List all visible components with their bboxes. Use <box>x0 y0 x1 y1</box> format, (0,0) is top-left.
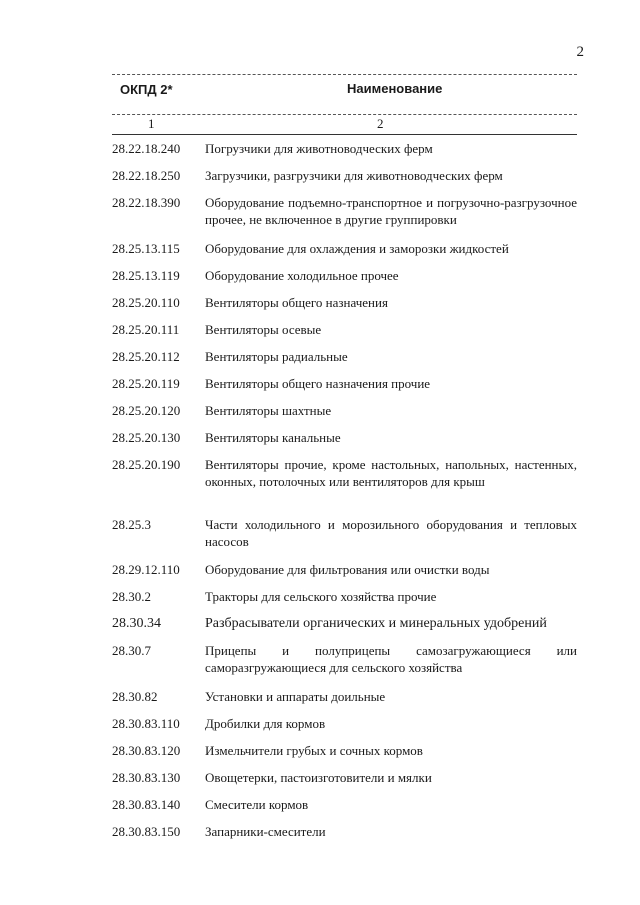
table-row <box>112 561 577 578</box>
table-row <box>112 294 577 311</box>
row-name: Оборудование холодильное прочее <box>205 268 399 283</box>
row-code: 28.25.13.115 <box>112 241 180 256</box>
table-row <box>112 715 577 732</box>
table-row <box>112 402 577 419</box>
row-code: 28.25.20.119 <box>112 376 180 391</box>
row-code: 28.25.20.120 <box>112 403 181 418</box>
row-code: 28.22.18.240 <box>112 141 181 156</box>
row-code: 28.30.83.140 <box>112 797 181 812</box>
row-name: Вентиляторы осевые <box>205 322 322 337</box>
row-name: Запарники-смесители <box>205 824 326 839</box>
table-row <box>112 140 577 157</box>
row-code: 28.30.34 <box>112 616 161 631</box>
row-code: 28.25.20.190 <box>112 457 181 472</box>
row-name: Оборудование для охлаждения и заморозки жидкостей <box>205 241 509 256</box>
row-name: Вентиляторы прочие, кроме настольных, напольных, настенных, оконных, потолочных или вентиляторов для крыш <box>205 457 577 489</box>
row-name: Погрузчики для животноводческих ферм <box>205 141 433 156</box>
table-row <box>112 321 577 338</box>
table-row <box>112 588 577 605</box>
table-row <box>112 615 577 632</box>
row-code: 28.25.13.119 <box>112 268 180 283</box>
row-name: Загрузчики, разгрузчики для животноводческих ферм <box>205 168 503 183</box>
row-code: 28.30.83.120 <box>112 743 181 758</box>
row-code: 28.25.3 <box>112 517 151 532</box>
page-number: 2 <box>576 44 584 60</box>
row-name: Вентиляторы общего назначения прочие <box>205 376 431 391</box>
table-row <box>112 796 577 813</box>
table-top-rule <box>112 74 577 75</box>
row-code: 28.25.20.112 <box>112 349 180 364</box>
header-bottom-rule <box>112 134 577 135</box>
row-name: Вентиляторы канальные <box>205 430 341 445</box>
row-name: Прицепы и полуприцепы самозагружающиеся или саморазгружающиеся для сельского хозяйства <box>205 643 577 675</box>
row-name: Овощетерки, пастоизготовители и мялки <box>205 770 432 785</box>
row-name: Вентиляторы шахтные <box>205 403 332 418</box>
table-row <box>112 823 577 840</box>
table-row <box>112 429 577 446</box>
row-name: Оборудование подъемно-транспортное и погрузочно-разгрузочное прочее, не включенное в другие группировки <box>205 195 577 227</box>
table-row <box>112 688 577 705</box>
row-name: Вентиляторы общего назначения <box>205 295 388 310</box>
row-name: Измельчители грубых и сочных кормов <box>205 743 423 758</box>
table-row <box>112 375 577 392</box>
table-row <box>112 769 577 786</box>
column-number-1: 1 <box>148 116 155 131</box>
row-name: Оборудование для фильтрования или очистки воды <box>205 562 490 577</box>
table-row <box>112 348 577 365</box>
row-code: 28.22.18.250 <box>112 168 181 183</box>
row-name: Смесители кормов <box>205 797 309 812</box>
table-row <box>112 267 577 284</box>
row-name: Дробилки для кормов <box>205 716 326 731</box>
table-row <box>112 642 577 676</box>
table-row <box>112 167 577 184</box>
row-code: 28.29.12.110 <box>112 562 180 577</box>
table-row <box>112 240 577 257</box>
table-row <box>112 456 577 490</box>
row-code: 28.30.83.110 <box>112 716 180 731</box>
row-name: Установки и аппараты доильные <box>205 689 386 704</box>
row-name: Части холодильного и морозильного оборудования и тепловых насосов <box>205 517 577 549</box>
column-number-2: 2 <box>377 116 384 131</box>
row-code: 28.30.7 <box>112 643 151 658</box>
table-row <box>112 516 577 550</box>
row-name: Разбрасыватели органических и минеральных удобрений <box>205 616 547 631</box>
table-row <box>112 742 577 759</box>
header-name: Наименование <box>347 81 443 96</box>
row-name: Тракторы для сельского хозяйства прочие <box>205 589 437 604</box>
row-code: 28.25.20.110 <box>112 295 180 310</box>
table-row <box>112 194 577 228</box>
row-code: 28.22.18.390 <box>112 195 181 210</box>
row-code: 28.30.82 <box>112 689 158 704</box>
row-code: 28.30.83.130 <box>112 770 181 785</box>
row-code: 28.30.2 <box>112 589 151 604</box>
row-name: Вентиляторы радиальные <box>205 349 348 364</box>
header-divider <box>112 114 577 115</box>
header-code: ОКПД 2* <box>120 82 173 97</box>
row-code: 28.25.20.111 <box>112 322 180 337</box>
row-code: 28.25.20.130 <box>112 430 181 445</box>
row-code: 28.30.83.150 <box>112 824 181 839</box>
